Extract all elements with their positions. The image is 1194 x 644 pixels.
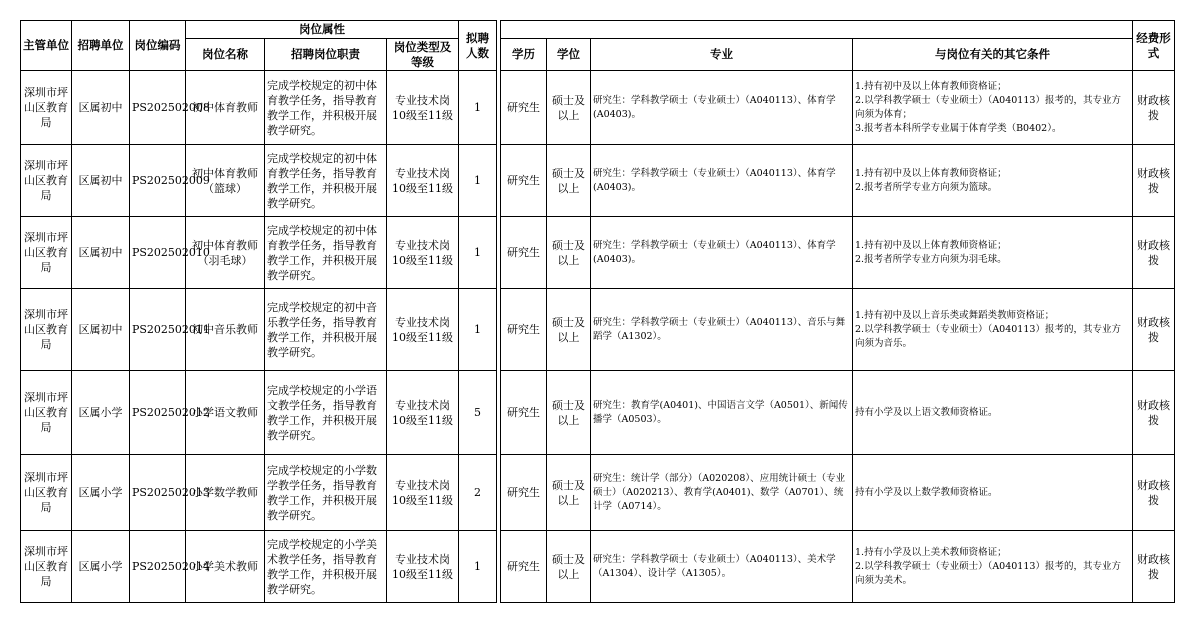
header-degree: 学位 <box>547 39 591 71</box>
cell-pos-name: 小学语文教师 <box>186 371 265 455</box>
cell-pos-name: 初中体育教师 <box>186 71 265 145</box>
cell-dept: 深圳市坪山区教育局 <box>21 531 72 603</box>
cell-fund: 财政核拨 <box>1133 289 1175 371</box>
cell-pos-type: 专业技术岗10级至11级 <box>387 531 459 603</box>
other-condition-line: 2.以学科教学硕士（专业硕士）（A040113）报考的，其专业方向须为音乐。 <box>855 323 1121 349</box>
cell-edu: 研究生 <box>501 289 547 371</box>
header-duty: 招聘岗位职责 <box>265 39 387 71</box>
header-fund: 经费形式 <box>1133 21 1175 71</box>
cell-count: 2 <box>459 455 497 531</box>
cell-other <box>853 145 1133 217</box>
table-row <box>21 289 1175 371</box>
cell-duty: 完成学校规定的小学数学教学任务，指导教育教学工作，并积极开展教学研究。 <box>265 455 387 531</box>
cell-degree: 硕士及以上 <box>547 289 591 371</box>
cell-pos-name: 初中体育教师（羽毛球） <box>186 217 265 289</box>
other-condition-line: 2.以学科教学硕士（专业硕士）（A040113）报考的，其专业方向须为体育； <box>855 94 1121 120</box>
other-condition-line: 1.持有初中及以上体育教师资格证； <box>855 80 1007 92</box>
cell-other <box>853 531 1133 603</box>
cell-code: PS202502010 <box>130 217 186 289</box>
table-body <box>21 71 1175 603</box>
cell-major: 研究生：学科教学硕士（专业硕士）（A040113）、体育学(A0403)。 <box>591 217 853 289</box>
cell-fund: 财政核拨 <box>1133 217 1175 289</box>
other-condition-line: 3.报考者本科所学专业属于体育学类（B0402）。 <box>855 122 1062 134</box>
cell-pos-type: 专业技术岗10级至11级 <box>387 455 459 531</box>
other-condition-line: 1.持有初中及以上音乐类或舞蹈类教师资格证； <box>855 309 1055 321</box>
other-condition-line: 2.以学科教学硕士（专业硕士）（A040113）报考的，其专业方向须为美术。 <box>855 560 1121 586</box>
cell-pos-type: 专业技术岗10级至11级 <box>387 71 459 145</box>
cell-unit: 区属初中 <box>72 71 130 145</box>
header-pos-name: 岗位名称 <box>186 39 265 71</box>
cell-fund: 财政核拨 <box>1133 145 1175 217</box>
cell-count: 1 <box>459 71 497 145</box>
cell-fund: 财政核拨 <box>1133 71 1175 145</box>
table-row <box>21 217 1175 289</box>
cell-unit: 区属初中 <box>72 289 130 371</box>
cell-major: 研究生：学科教学硕士（专业硕士）（A040113）、美术学（A1304）、设计学（A1305）。 <box>591 531 853 603</box>
cell-unit: 区属小学 <box>72 371 130 455</box>
header-attr-group: 岗位属性 <box>186 21 459 39</box>
cell-degree: 硕士及以上 <box>547 531 591 603</box>
cell-duty: 完成学校规定的初中体育教学任务，指导教育教学工作，并积极开展教学研究。 <box>265 217 387 289</box>
cell-pos-type: 专业技术岗10级至11级 <box>387 217 459 289</box>
header-edu: 学历 <box>501 39 547 71</box>
cell-pos-type: 专业技术岗10级至11级 <box>387 371 459 455</box>
header-dept: 主管单位 <box>21 21 72 71</box>
cell-count: 1 <box>459 217 497 289</box>
cell-dept: 深圳市坪山区教育局 <box>21 455 72 531</box>
cell-other <box>853 289 1133 371</box>
cell-count: 5 <box>459 371 497 455</box>
cell-pos-type: 专业技术岗10级至11级 <box>387 289 459 371</box>
cell-unit: 区属初中 <box>72 145 130 217</box>
cell-edu: 研究生 <box>501 455 547 531</box>
cell-fund: 财政核拨 <box>1133 371 1175 455</box>
table-row <box>21 455 1175 531</box>
header-other: 与岗位有关的其它条件 <box>853 39 1133 71</box>
other-condition-line: 1.持有小学及以上美术教师资格证； <box>855 546 1007 558</box>
cell-dept: 深圳市坪山区教育局 <box>21 289 72 371</box>
cell-other <box>853 71 1133 145</box>
cell-code: PS202502008 <box>130 71 186 145</box>
cell-unit: 区属初中 <box>72 217 130 289</box>
cell-fund: 财政核拨 <box>1133 531 1175 603</box>
table-row <box>21 145 1175 217</box>
cell-degree: 硕士及以上 <box>547 371 591 455</box>
other-condition-line: 1.持有初中及以上体育教师资格证； <box>855 167 1007 179</box>
cell-duty: 完成学校规定的初中体育教学任务，指导教育教学工作，并积极开展教学研究。 <box>265 145 387 217</box>
cell-pos-name: 小学数学教师 <box>186 455 265 531</box>
cell-duty: 完成学校规定的小学美术教学任务，指导教育教学工作，并积极开展教学研究。 <box>265 531 387 603</box>
cell-code: PS202502012 <box>130 371 186 455</box>
cell-pos-name: 初中体育教师（篮球） <box>186 145 265 217</box>
header-qualification-group <box>501 21 1133 39</box>
header-count: 拟聘人数 <box>459 21 497 71</box>
cell-unit: 区属小学 <box>72 455 130 531</box>
other-condition-line: 2.报考者所学专业方向须为篮球。 <box>855 181 998 193</box>
header-pos-type: 岗位类型及等级 <box>387 39 459 71</box>
cell-code: PS202502013 <box>130 455 186 531</box>
table-row <box>21 371 1175 455</box>
cell-count: 1 <box>459 145 497 217</box>
cell-pos-name: 小学美术教师 <box>186 531 265 603</box>
cell-edu: 研究生 <box>501 531 547 603</box>
cell-other <box>853 455 1133 531</box>
cell-edu: 研究生 <box>501 71 547 145</box>
cell-other <box>853 217 1133 289</box>
cell-other <box>853 371 1133 455</box>
cell-count: 1 <box>459 531 497 603</box>
cell-degree: 硕士及以上 <box>547 71 591 145</box>
cell-dept: 深圳市坪山区教育局 <box>21 71 72 145</box>
table-row <box>21 531 1175 603</box>
cell-duty: 完成学校规定的小学语文教学任务，指导教育教学工作，并积极开展教学研究。 <box>265 371 387 455</box>
cell-dept: 深圳市坪山区教育局 <box>21 145 72 217</box>
other-condition-line: 1.持有初中及以上体育教师资格证； <box>855 239 1007 251</box>
other-condition-line: 持有小学及以上数学教师资格证。 <box>855 486 998 498</box>
cell-edu: 研究生 <box>501 145 547 217</box>
other-condition-line: 持有小学及以上语文教师资格证。 <box>855 406 998 418</box>
header-code: 岗位编码 <box>130 21 186 71</box>
cell-degree: 硕士及以上 <box>547 145 591 217</box>
cell-count: 1 <box>459 289 497 371</box>
cell-code: PS202502014 <box>130 531 186 603</box>
cell-edu: 研究生 <box>501 371 547 455</box>
cell-duty: 完成学校规定的初中体育教学任务，指导教育教学工作，并积极开展教学研究。 <box>265 71 387 145</box>
header-unit: 招聘单位 <box>72 21 130 71</box>
cell-major: 研究生：统计学（部分）（A020208）、应用统计硕士（专业硕士）（A020213）、教育学(A0401)、数学（A0701）、统计学（A0714）。 <box>591 455 853 531</box>
cell-major: 研究生：学科教学硕士（专业硕士）（A040113）、体育学(A0403)。 <box>591 145 853 217</box>
cell-code: PS202502011 <box>130 289 186 371</box>
cell-pos-name: 初中音乐教师 <box>186 289 265 371</box>
cell-fund: 财政核拨 <box>1133 455 1175 531</box>
recruitment-table <box>20 20 1175 603</box>
cell-degree: 硕士及以上 <box>547 217 591 289</box>
recruitment-table-container <box>20 20 1174 603</box>
cell-duty: 完成学校规定的初中音乐教学任务，指导教育教学工作，并积极开展教学研究。 <box>265 289 387 371</box>
cell-unit: 区属小学 <box>72 531 130 603</box>
cell-dept: 深圳市坪山区教育局 <box>21 217 72 289</box>
cell-pos-type: 专业技术岗10级至11级 <box>387 145 459 217</box>
cell-major: 研究生：学科教学硕士（专业硕士）（A040113）、音乐与舞蹈学（A1302）。 <box>591 289 853 371</box>
cell-edu: 研究生 <box>501 217 547 289</box>
cell-degree: 硕士及以上 <box>547 455 591 531</box>
cell-code: PS202502009 <box>130 145 186 217</box>
other-condition-line: 2.报考者所学专业方向须为羽毛球。 <box>855 253 1007 265</box>
cell-dept: 深圳市坪山区教育局 <box>21 371 72 455</box>
table-row <box>21 71 1175 145</box>
cell-major: 研究生：教育学(A0401)、中国语言文学（A0501）、新闻传播学（A0503）。 <box>591 371 853 455</box>
cell-major: 研究生：学科教学硕士（专业硕士）（A040113）、体育学(A0403)。 <box>591 71 853 145</box>
header-major: 专业 <box>591 39 853 71</box>
